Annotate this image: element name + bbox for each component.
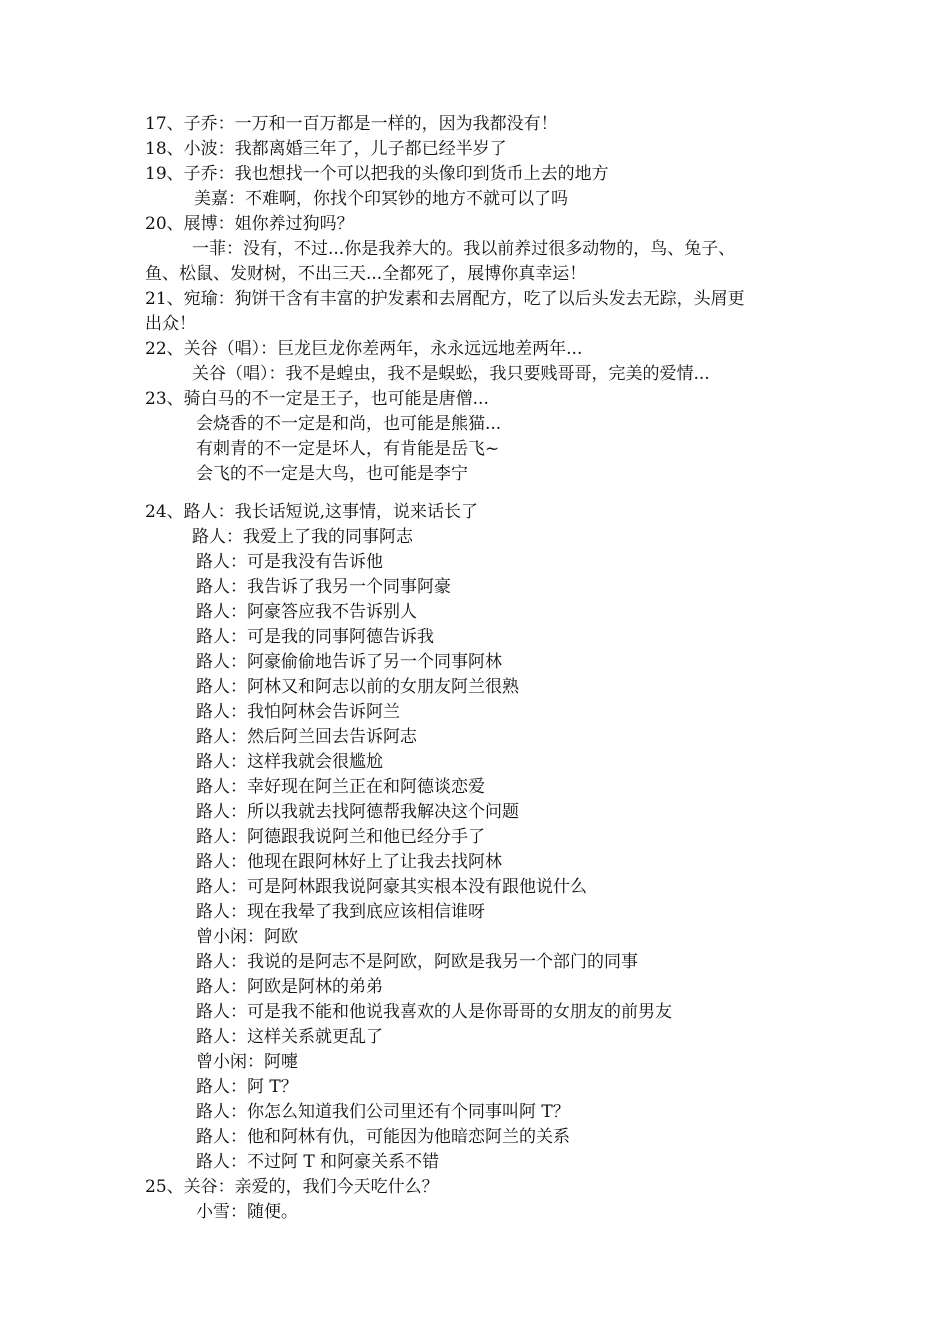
line-24-1: 路人：我爱上了我的同事阿志: [192, 527, 413, 547]
line-18: 18、小波：我都离婚三年了，儿子都已经半岁了: [145, 139, 507, 159]
line-20: 20、展博：姐你养过狗吗？: [145, 214, 354, 234]
line-23-d: 会飞的不一定是大鸟，也可能是李宁: [196, 464, 468, 484]
line-24: 24、路人：我长话短说,这事情，说来话长了: [145, 502, 479, 522]
line-17: 17、子乔：一万和一百万都是一样的，因为我都没有！: [145, 114, 558, 134]
line-24-3: 路人：我告诉了我另一个同事阿豪: [196, 577, 451, 597]
line-20-reply: 一菲：没有，不过...你是我养大的。我以前养过很多动物的，鸟、兔子、: [192, 239, 736, 259]
line-24-23: 路人：阿 T？: [196, 1077, 298, 1097]
line-24-8: 路人：我怕阿林会告诉阿兰: [196, 702, 400, 722]
line-24-15: 路人：可是阿林跟我说阿豪其实根本没有跟他说什么: [196, 877, 587, 897]
line-24-5: 路人：可是我的同事阿德告诉我: [196, 627, 434, 647]
line-23-b: 会烧香的不一定是和尚，也可能是熊猫...: [196, 414, 502, 434]
line-24-19: 路人：阿欧是阿林的弟弟: [196, 977, 383, 997]
line-24-21: 路人：这样关系就更乱了: [196, 1027, 383, 1047]
line-24-25: 路人：他和阿林有仇，可能因为他暗恋阿兰的关系: [196, 1127, 570, 1147]
line-19-reply: 美嘉：不难啊，你找个印冥钞的地方不就可以了吗: [194, 189, 568, 209]
line-24-26: 路人：不过阿 T 和阿豪关系不错: [196, 1152, 440, 1172]
line-22: 22、关谷（唱）：巨龙巨龙你差两年，永永远远地差两年...: [145, 339, 583, 359]
line-21-cont: 出众！: [145, 314, 196, 334]
line-24-17: 曾小闲：阿欧: [196, 927, 298, 947]
line-24-20: 路人：可是我不能和他说我喜欢的人是你哥哥的女朋友的前男友: [196, 1002, 672, 1022]
line-25: 25、关谷：亲爱的，我们今天吃什么？: [145, 1177, 439, 1197]
line-24-22: 曾小闲：阿嚏: [196, 1052, 298, 1072]
line-19: 19、子乔：我也想找一个可以把我的头像印到货币上去的地方: [145, 164, 609, 184]
line-24-4: 路人：阿豪答应我不告诉别人: [196, 602, 417, 622]
line-24-18: 路人：我说的是阿志不是阿欧，阿欧是我另一个部门的同事: [196, 952, 638, 972]
line-24-11: 路人：幸好现在阿兰正在和阿德谈恋爱: [196, 777, 485, 797]
line-24-24: 路人：你怎么知道我们公司里还有个同事叫阿 T？: [196, 1102, 570, 1122]
line-24-2: 路人：可是我没有告诉他: [196, 552, 383, 572]
line-21: 21、宛瑜：狗饼干含有丰富的护发素和去屑配方，吃了以后头发去无踪，头屑更: [145, 289, 745, 309]
line-24-6: 路人：阿豪偷偷地告诉了另一个同事阿林: [196, 652, 502, 672]
line-24-14: 路人：他现在跟阿林好上了让我去找阿林: [196, 852, 502, 872]
line-24-10: 路人：这样我就会很尴尬: [196, 752, 383, 772]
line-24-16: 路人：现在我晕了我到底应该相信谁呀: [196, 902, 485, 922]
line-23-c: 有刺青的不一定是坏人，有肯能是岳飞~: [196, 439, 500, 459]
line-22-cont: 关谷（唱）：我不是蝗虫，我不是蜈蚣，我只要贱哥哥，完美的爱情...: [192, 364, 710, 384]
line-24-12: 路人：所以我就去找阿德帮我解决这个问题: [196, 802, 519, 822]
line-24-9: 路人：然后阿兰回去告诉阿志: [196, 727, 417, 747]
line-23: 23、骑白马的不一定是王子，也可能是唐僧...: [145, 389, 489, 409]
line-24-13: 路人：阿德跟我说阿兰和他已经分手了: [196, 827, 485, 847]
line-20-reply-cont: 鱼、松鼠、发财树，不出三天...全都死了，展博你真幸运！: [145, 264, 587, 284]
line-25-reply: 小雪：随便。: [196, 1202, 298, 1222]
line-24-7: 路人：阿林又和阿志以前的女朋友阿兰很熟: [196, 677, 519, 697]
